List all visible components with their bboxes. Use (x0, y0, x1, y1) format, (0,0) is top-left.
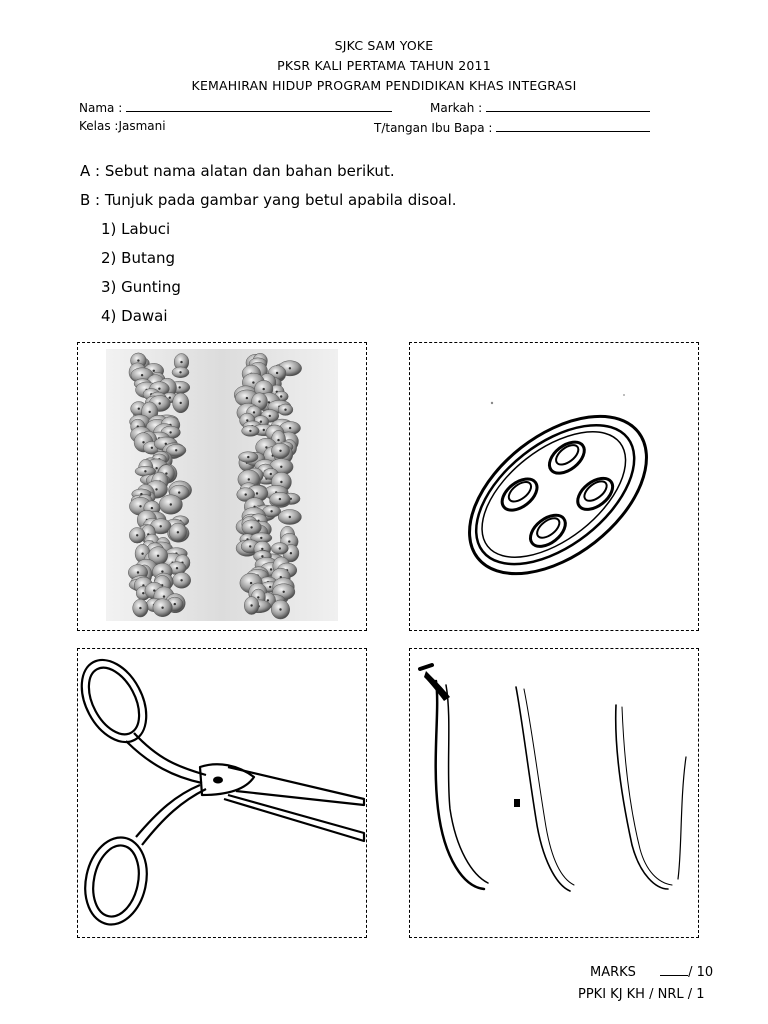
subject-title: KEMAHIRAN HIDUP PROGRAM PENDIDIKAN KHAS INTEGRASI (191, 78, 577, 93)
markah-field[interactable] (486, 99, 650, 112)
marks-total: / 10 (688, 965, 714, 980)
picture-box-scissors[interactable] (77, 648, 367, 938)
item-gunting: 3) Gunting (101, 278, 181, 296)
markah-row (430, 99, 650, 115)
item-butang: 2) Butang (101, 249, 176, 267)
kelas-row (79, 119, 166, 133)
item-labuci: 1) Labuci (101, 220, 171, 238)
picture-box-wire[interactable] (409, 648, 699, 938)
school-name: SJKC SAM YOKE (334, 38, 434, 53)
exam-title: PKSR KALI PERTAMA TAHUN 2011 (277, 58, 491, 73)
ttangan-field[interactable] (496, 119, 650, 132)
instruction-a: A : Sebut nama alatan dan bahan berikut. (80, 162, 395, 180)
nama-field[interactable] (126, 99, 392, 112)
ttangan-label: T/tangan Ibu Bapa : (374, 121, 493, 135)
button-picture (410, 343, 698, 630)
instruction-b: B : Tunjuk pada gambar yang betul apabila disoal. (80, 191, 457, 209)
scissors-picture (78, 649, 366, 937)
nama-row (79, 99, 392, 115)
nama-label: Nama : (79, 101, 123, 115)
wire-picture (410, 649, 698, 937)
marks-label: MARKS (590, 965, 636, 980)
markah-label: Markah : (430, 101, 483, 115)
sequins-picture (78, 343, 366, 630)
kelas-label: Kelas :Jasmani (79, 119, 166, 133)
marks-field[interactable] (660, 963, 688, 976)
picture-box-button[interactable] (409, 342, 699, 631)
item-dawai: 4) Dawai (101, 307, 168, 325)
ttangan-row (374, 119, 650, 135)
worksheet-code: PPKI KJ KH / NRL / 1 (578, 987, 705, 1002)
picture-box-sequins[interactable] (77, 342, 367, 631)
marks-row (590, 963, 713, 980)
